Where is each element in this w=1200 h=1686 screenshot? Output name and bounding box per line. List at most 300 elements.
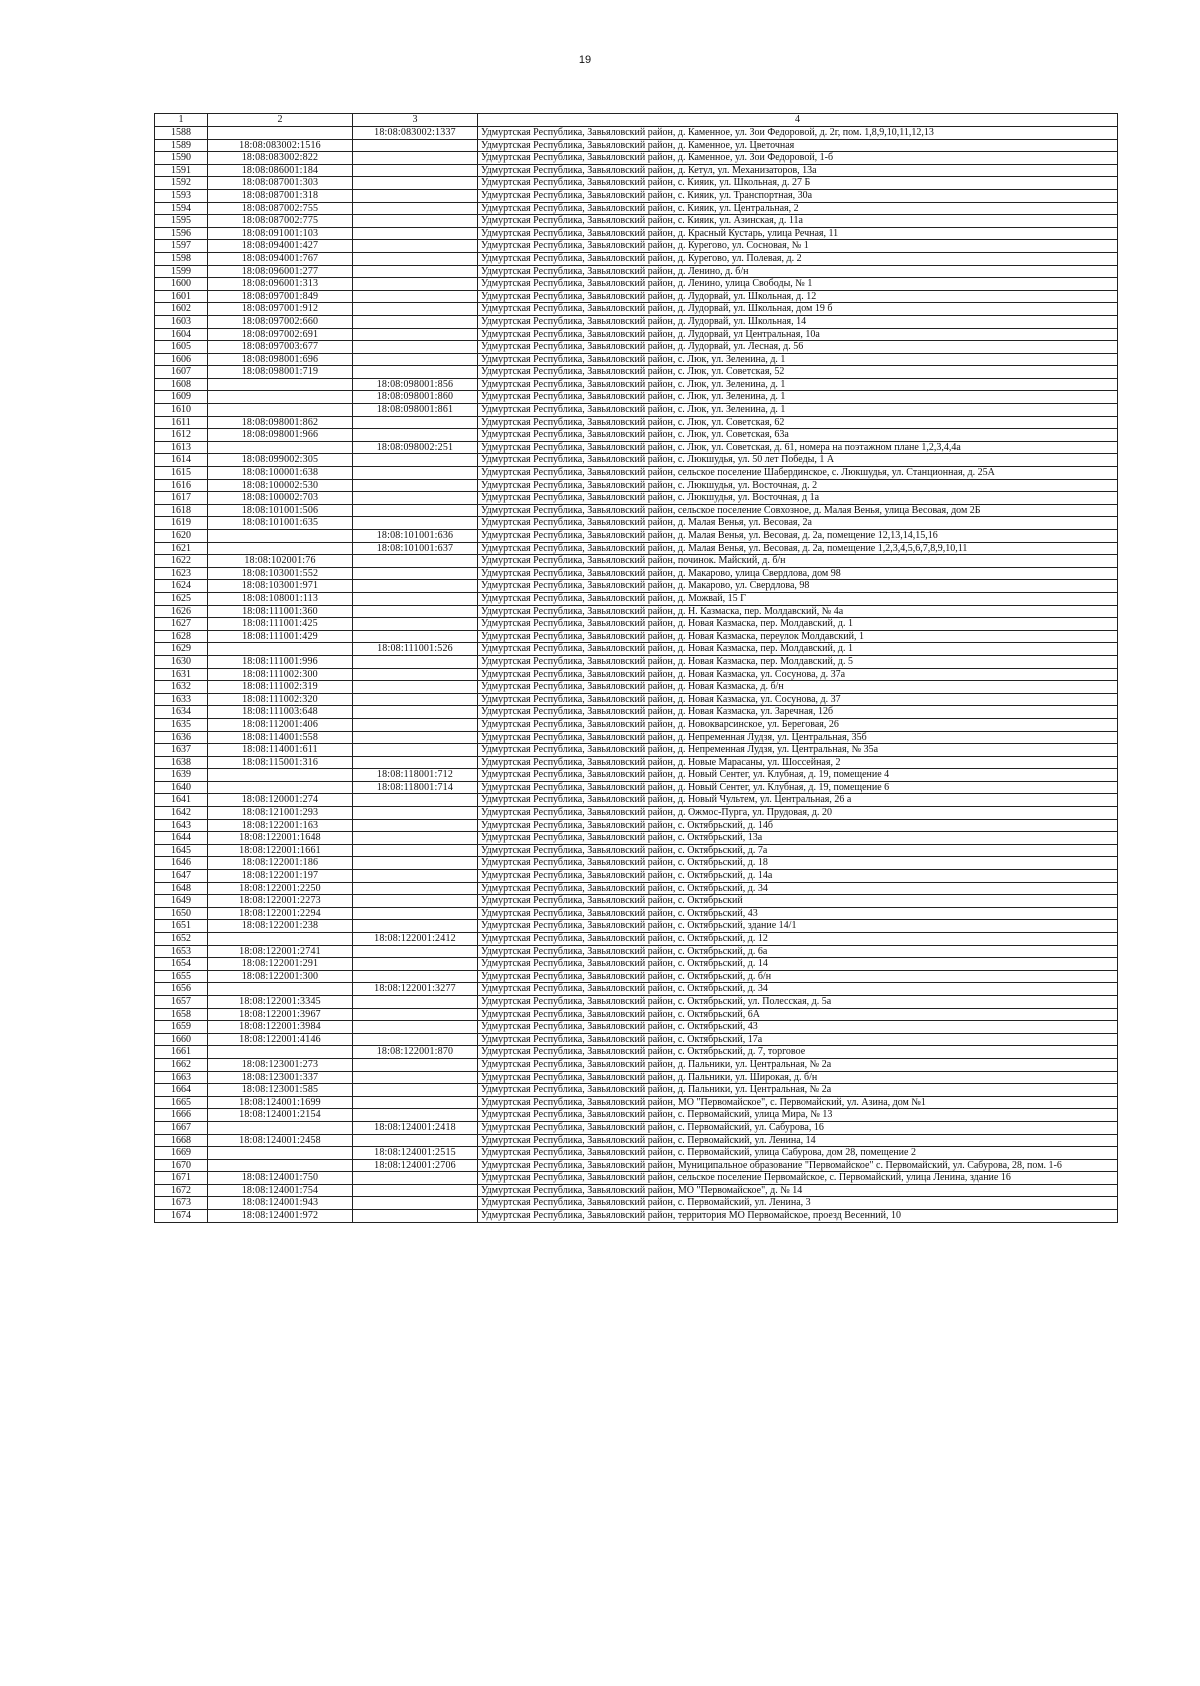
premises-number-cell: 18:08:101001:636 [353, 530, 478, 543]
table-row [155, 655, 1118, 668]
row-number-cell: 1672 [155, 1184, 208, 1197]
address-cell: Удмуртская Республика, Завьяловский район, с. Октябрьский, здание 14/1 [478, 920, 1118, 933]
header-row [155, 114, 1118, 127]
registry-body [155, 127, 1118, 1223]
address-cell: Удмуртская Республика, Завьяловский район, д. Новая Казмаска, пер. Молдавский, д. 5 [478, 655, 1118, 668]
cadastral-number-cell: 18:08:083002:1516 [208, 139, 353, 152]
cadastral-number-cell: 18:08:101001:635 [208, 517, 353, 530]
address-cell: Удмуртская Республика, Завьяловский район, д. Новый Сентег, ул. Клубная, д. 19, помещение 6 [478, 781, 1118, 794]
table-row [155, 718, 1118, 731]
address-cell: Удмуртская Республика, Завьяловский район, д. Новая Казмаска, ул. Заречная, 12б [478, 706, 1118, 719]
table-row [155, 441, 1118, 454]
cadastral-number-cell: 18:08:098001:862 [208, 416, 353, 429]
premises-number-cell [353, 1021, 478, 1034]
address-cell: Удмуртская Республика, Завьяловский район, д. Лудорвай, ул. Школьная, дом 19 б [478, 303, 1118, 316]
cadastral-number-cell [208, 1159, 353, 1172]
cadastral-number-cell: 18:08:101001:506 [208, 504, 353, 517]
table-row [155, 1197, 1118, 1210]
table-row [155, 1147, 1118, 1160]
table-row [155, 781, 1118, 794]
premises-number-cell [353, 995, 478, 1008]
cadastral-number-cell [208, 769, 353, 782]
column-header-2: 2 [208, 114, 353, 127]
cadastral-number-cell: 18:08:124001:2458 [208, 1134, 353, 1147]
premises-number-cell [353, 945, 478, 958]
cadastral-number-cell: 18:08:087002:775 [208, 215, 353, 228]
address-cell: Удмуртская Республика, Завьяловский район, д. Пальники, ул. Широкая, д. б/н [478, 1071, 1118, 1084]
cadastral-number-cell: 18:08:111001:996 [208, 655, 353, 668]
address-cell: Удмуртская Республика, Завьяловский район, с. Первомайский, улица Мира, № 13 [478, 1109, 1118, 1122]
address-cell: Удмуртская Республика, Завьяловский район, д. Каменное, ул. Зои Федоровой, 1-б [478, 152, 1118, 165]
premises-number-cell [353, 1210, 478, 1223]
premises-number-cell [353, 580, 478, 593]
cadastral-number-cell: 18:08:124001:750 [208, 1172, 353, 1185]
address-cell: Удмуртская Республика, Завьяловский район, территория МО Первомайское, проезд Весенний, 10 [478, 1210, 1118, 1223]
address-cell: Удмуртская Республика, Завьяловский район, с. Октябрьский, д. 34 [478, 882, 1118, 895]
address-cell: Удмуртская Республика, Завьяловский район, д. Кетул, ул. Механизаторов, 13а [478, 164, 1118, 177]
address-cell: Удмуртская Республика, Завьяловский район, с. Октябрьский, д. 14б [478, 819, 1118, 832]
cadastral-number-cell [208, 1147, 353, 1160]
table-row [155, 580, 1118, 593]
cadastral-number-cell [208, 933, 353, 946]
premises-number-cell [353, 252, 478, 265]
premises-number-cell: 18:08:122001:2412 [353, 933, 478, 946]
premises-number-cell [353, 756, 478, 769]
table-row [155, 1184, 1118, 1197]
premises-number-cell [353, 366, 478, 379]
table-row [155, 139, 1118, 152]
row-number-cell: 1649 [155, 895, 208, 908]
cadastral-number-cell: 18:08:112001:406 [208, 718, 353, 731]
cadastral-number-cell [208, 1121, 353, 1134]
address-cell: Удмуртская Республика, Завьяловский район, с. Первомайский, улица Сабурова, дом 28, помещение 2 [478, 1147, 1118, 1160]
premises-number-cell [353, 416, 478, 429]
address-cell: Удмуртская Республика, Завьяловский район, с. Люк, ул. Зеленина, д. 1 [478, 353, 1118, 366]
row-number-cell: 1597 [155, 240, 208, 253]
row-number-cell: 1673 [155, 1197, 208, 1210]
premises-number-cell [353, 718, 478, 731]
premises-number-cell [353, 467, 478, 480]
column-header-4: 4 [478, 114, 1118, 127]
table-row [155, 983, 1118, 996]
premises-number-cell: 18:08:083002:1337 [353, 127, 478, 140]
premises-number-cell [353, 278, 478, 291]
row-number-cell: 1621 [155, 542, 208, 555]
cadastral-number-cell: 18:08:097002:660 [208, 315, 353, 328]
table-row [155, 127, 1118, 140]
cadastral-number-cell [208, 404, 353, 417]
premises-number-cell [353, 1084, 478, 1097]
table-row [155, 467, 1118, 480]
row-number-cell: 1658 [155, 1008, 208, 1021]
table-row [155, 152, 1118, 165]
row-number-cell: 1617 [155, 492, 208, 505]
row-number-cell: 1651 [155, 920, 208, 933]
premises-number-cell: 18:08:122001:3277 [353, 983, 478, 996]
table-row [155, 744, 1118, 757]
table-row [155, 1071, 1118, 1084]
table-row [155, 920, 1118, 933]
row-number-cell: 1642 [155, 807, 208, 820]
table-row [155, 769, 1118, 782]
cadastral-number-cell: 18:08:122001:1648 [208, 832, 353, 845]
cadastral-number-cell: 18:08:124001:1699 [208, 1096, 353, 1109]
premises-number-cell [353, 454, 478, 467]
row-number-cell: 1665 [155, 1096, 208, 1109]
table-row [155, 215, 1118, 228]
cadastral-number-cell: 18:08:111001:425 [208, 618, 353, 631]
premises-number-cell: 18:08:101001:637 [353, 542, 478, 555]
address-cell: Удмуртская Республика, Завьяловский район, д. Малая Венья, ул. Весовая, д. 2а, помещение 12,13,14,15,16 [478, 530, 1118, 543]
premises-number-cell [353, 693, 478, 706]
cadastral-number-cell: 18:08:114001:611 [208, 744, 353, 757]
address-cell: Удмуртская Республика, Завьяловский район, сельское поселение Совхозное, д. Малая Венья, улица Весовая, дом 2Б [478, 504, 1118, 517]
table-row [155, 1084, 1118, 1097]
address-cell: Удмуртская Республика, Завьяловский район, с. Октябрьский, 6А [478, 1008, 1118, 1021]
address-cell: Удмуртская Республика, Завьяловский район, д. Пальники, ул. Центральная, № 2а [478, 1058, 1118, 1071]
address-cell: Удмуртская Республика, Завьяловский район, д. Новая Казмаска, ул. Сосунова, д. 37а [478, 668, 1118, 681]
table-row [155, 857, 1118, 870]
table-row [155, 517, 1118, 530]
cadastral-number-cell: 18:08:097003:677 [208, 341, 353, 354]
cadastral-number-cell: 18:08:122001:2741 [208, 945, 353, 958]
premises-number-cell [353, 895, 478, 908]
row-number-cell: 1634 [155, 706, 208, 719]
table-row [155, 605, 1118, 618]
address-cell: Удмуртская Республика, Завьяловский район, с. Люк, ул. Советская, 52 [478, 366, 1118, 379]
table-row [155, 378, 1118, 391]
address-cell: Удмуртская Республика, Завьяловский район, с. Люк, ул. Советская, д. 61, номера на поэтажном плане 1,2,3,4,4а [478, 441, 1118, 454]
premises-number-cell [353, 517, 478, 530]
table-row [155, 429, 1118, 442]
row-number-cell: 1626 [155, 605, 208, 618]
row-number-cell: 1588 [155, 127, 208, 140]
row-number-cell: 1614 [155, 454, 208, 467]
row-number-cell: 1598 [155, 252, 208, 265]
premises-number-cell: 18:08:118001:714 [353, 781, 478, 794]
row-number-cell: 1592 [155, 177, 208, 190]
cadastral-number-cell: 18:08:111002:320 [208, 693, 353, 706]
premises-number-cell: 18:08:118001:712 [353, 769, 478, 782]
row-number-cell: 1662 [155, 1058, 208, 1071]
address-cell: Удмуртская Республика, Завьяловский район, с. Октябрьский, 17а [478, 1033, 1118, 1046]
cadastral-number-cell: 18:08:123001:273 [208, 1058, 353, 1071]
premises-number-cell [353, 655, 478, 668]
table-row [155, 202, 1118, 215]
table-row [155, 177, 1118, 190]
premises-number-cell [353, 152, 478, 165]
premises-number-cell [353, 504, 478, 517]
row-number-cell: 1674 [155, 1210, 208, 1223]
address-cell: Удмуртская Республика, Завьяловский район, д. Новые Марасаны, ул. Шоссейная, 2 [478, 756, 1118, 769]
cadastral-number-cell [208, 542, 353, 555]
cadastral-number-cell: 18:08:122001:3984 [208, 1021, 353, 1034]
row-number-cell: 1601 [155, 290, 208, 303]
cadastral-number-cell [208, 127, 353, 140]
address-cell: Удмуртская Республика, Завьяловский район, д. Новая Казмаска, д. б/н [478, 681, 1118, 694]
cadastral-number-cell: 18:08:111001:360 [208, 605, 353, 618]
address-cell: Удмуртская Республика, Завьяловский район, д. Новая Казмаска, переулок Молдавский, 1 [478, 630, 1118, 643]
row-number-cell: 1602 [155, 303, 208, 316]
address-cell: Удмуртская Республика, Завьяловский район, д. Лудорвай, ул Центральная, 10а [478, 328, 1118, 341]
address-cell: Удмуртская Республика, Завьяловский район, д. Пальники, ул. Центральная, № 2а [478, 1084, 1118, 1097]
table-row [155, 807, 1118, 820]
cadastral-number-cell: 18:08:122001:291 [208, 958, 353, 971]
cadastral-number-cell [208, 781, 353, 794]
premises-number-cell: 18:08:122001:870 [353, 1046, 478, 1059]
premises-number-cell: 18:08:124001:2418 [353, 1121, 478, 1134]
address-cell: Удмуртская Республика, Завьяловский район, д. Новая Казмаска, пер. Молдавский, д. 1 [478, 618, 1118, 631]
cadastral-number-cell: 18:08:122001:2294 [208, 907, 353, 920]
cadastral-number-cell [208, 378, 353, 391]
premises-number-cell: 18:08:098001:860 [353, 391, 478, 404]
table-row [155, 555, 1118, 568]
row-number-cell: 1656 [155, 983, 208, 996]
cadastral-number-cell: 18:08:120001:274 [208, 794, 353, 807]
row-number-cell: 1611 [155, 416, 208, 429]
premises-number-cell [353, 832, 478, 845]
premises-number-cell [353, 1096, 478, 1109]
row-number-cell: 1643 [155, 819, 208, 832]
row-number-cell: 1637 [155, 744, 208, 757]
premises-number-cell [353, 794, 478, 807]
table-row [155, 681, 1118, 694]
address-cell: Удмуртская Республика, Завьяловский район, Муниципальное образование "Первомайское" с. Первомайский, ул. Сабурова, 28, пом. 1-6 [478, 1159, 1118, 1172]
table-row [155, 1058, 1118, 1071]
premises-number-cell [353, 920, 478, 933]
premises-number-cell [353, 555, 478, 568]
premises-number-cell [353, 870, 478, 883]
row-number-cell: 1605 [155, 341, 208, 354]
cadastral-number-cell: 18:08:103001:971 [208, 580, 353, 593]
page-number: 19 [578, 54, 592, 66]
premises-number-cell [353, 315, 478, 328]
row-number-cell: 1600 [155, 278, 208, 291]
table-row [155, 404, 1118, 417]
row-number-cell: 1639 [155, 769, 208, 782]
address-cell: Удмуртская Республика, Завьяловский район, с. Октябрьский, 43 [478, 907, 1118, 920]
premises-number-cell: 18:08:098001:861 [353, 404, 478, 417]
row-number-cell: 1606 [155, 353, 208, 366]
address-cell: Удмуртская Республика, Завьяловский район, починок. Майский, д. б/н [478, 555, 1118, 568]
address-cell: Удмуртская Республика, Завьяловский район, с. Октябрьский, 13а [478, 832, 1118, 845]
cadastral-number-cell: 18:08:122001:197 [208, 870, 353, 883]
cadastral-number-cell: 18:08:122001:300 [208, 970, 353, 983]
row-number-cell: 1594 [155, 202, 208, 215]
address-cell: Удмуртская Республика, Завьяловский район, д. Красный Кустарь, улица Речная, 11 [478, 227, 1118, 240]
address-cell: Удмуртская Республика, Завьяловский район, с. Люк, ул. Советская, 63а [478, 429, 1118, 442]
address-cell: Удмуртская Республика, Завьяловский район, с. Октябрьский, д. 7, торговое [478, 1046, 1118, 1059]
address-cell: Удмуртская Республика, Завьяловский район, с. Октябрьский, д. 18 [478, 857, 1118, 870]
premises-number-cell [353, 605, 478, 618]
table-row [155, 933, 1118, 946]
premises-number-cell [353, 1197, 478, 1210]
premises-number-cell [353, 215, 478, 228]
cadastral-number-cell: 18:08:115001:316 [208, 756, 353, 769]
premises-number-cell: 18:08:111001:526 [353, 643, 478, 656]
row-number-cell: 1668 [155, 1134, 208, 1147]
address-cell: Удмуртская Республика, Завьяловский район, д. Н. Казмаска, пер. Молдавский, № 4а [478, 605, 1118, 618]
address-cell: Удмуртская Республика, Завьяловский район, д. Ожмос-Пурга, ул. Прудовая, д. 20 [478, 807, 1118, 820]
premises-number-cell [353, 341, 478, 354]
cadastral-number-cell: 18:08:083002:822 [208, 152, 353, 165]
premises-number-cell [353, 164, 478, 177]
cadastral-number-cell: 18:08:096001:277 [208, 265, 353, 278]
premises-number-cell [353, 706, 478, 719]
row-number-cell: 1664 [155, 1084, 208, 1097]
table-row [155, 668, 1118, 681]
premises-number-cell [353, 429, 478, 442]
premises-number-cell [353, 1172, 478, 1185]
address-cell: Удмуртская Республика, Завьяловский район, д. Новый Сентег, ул. Клубная, д. 19, помещение 4 [478, 769, 1118, 782]
cadastral-number-cell: 18:08:087001:303 [208, 177, 353, 190]
table-row [155, 366, 1118, 379]
cadastral-number-cell [208, 530, 353, 543]
address-cell: Удмуртская Республика, Завьяловский район, с. Люкшудья, ул. 50 лет Победы, 1 А [478, 454, 1118, 467]
address-cell: Удмуртская Республика, Завьяловский район, д. Макарово, ул. Свердлова, 98 [478, 580, 1118, 593]
cadastral-number-cell: 18:08:123001:585 [208, 1084, 353, 1097]
table-row [155, 592, 1118, 605]
premises-number-cell [353, 1071, 478, 1084]
address-cell: Удмуртская Республика, Завьяловский район, д. Новая Казмаска, ул. Сосунова, д. 37 [478, 693, 1118, 706]
row-number-cell: 1653 [155, 945, 208, 958]
cadastral-number-cell: 18:08:122001:2273 [208, 895, 353, 908]
premises-number-cell [353, 1134, 478, 1147]
premises-number-cell [353, 1109, 478, 1122]
row-number-cell: 1652 [155, 933, 208, 946]
address-cell: Удмуртская Республика, Завьяловский район, д. Непременная Лудзя, ул. Центральная, 35б [478, 731, 1118, 744]
premises-number-cell [353, 227, 478, 240]
row-number-cell: 1648 [155, 882, 208, 895]
table-row [155, 353, 1118, 366]
premises-number-cell: 18:08:098002:251 [353, 441, 478, 454]
address-cell: Удмуртская Республика, Завьяловский район, с. Кияик, ул. Школьная, д. 27 Б [478, 177, 1118, 190]
table-row [155, 315, 1118, 328]
cadastral-number-cell: 18:08:111001:429 [208, 630, 353, 643]
table-row [155, 643, 1118, 656]
row-number-cell: 1591 [155, 164, 208, 177]
address-cell: Удмуртская Республика, Завьяловский район, с. Кияик, ул. Транспортная, 30а [478, 189, 1118, 202]
address-cell: Удмуртская Республика, Завьяловский район, сельское поселение Шабердинское, с. Люкшудья, ул. Станционная, д. 25А [478, 467, 1118, 480]
table-row [155, 844, 1118, 857]
cadastral-number-cell: 18:08:108001:113 [208, 592, 353, 605]
cadastral-number-cell: 18:08:097001:912 [208, 303, 353, 316]
cadastral-number-cell: 18:08:094001:767 [208, 252, 353, 265]
table-row [155, 303, 1118, 316]
address-cell: Удмуртская Республика, Завьяловский район, с. Октябрьский, д. 14 [478, 958, 1118, 971]
row-number-cell: 1631 [155, 668, 208, 681]
premises-number-cell [353, 819, 478, 832]
table-row [155, 1210, 1118, 1223]
table-row [155, 832, 1118, 845]
address-cell: Удмуртская Республика, Завьяловский район, с. Первомайский, ул. Ленина, 3 [478, 1197, 1118, 1210]
table-row [155, 1096, 1118, 1109]
cadastral-number-cell: 18:08:122001:2250 [208, 882, 353, 895]
cadastral-number-cell: 18:08:102001:76 [208, 555, 353, 568]
premises-number-cell [353, 290, 478, 303]
cadastral-number-cell: 18:08:096001:313 [208, 278, 353, 291]
address-cell: Удмуртская Республика, Завьяловский район, д. Непременная Лудзя, ул. Центральная, № 35а [478, 744, 1118, 757]
table-row [155, 630, 1118, 643]
cadastral-number-cell: 18:08:098001:719 [208, 366, 353, 379]
table-row [155, 882, 1118, 895]
address-cell: Удмуртская Республика, Завьяловский район, с. Люкшудья, ул. Восточная, д. 2 [478, 479, 1118, 492]
premises-number-cell: 18:08:124001:2515 [353, 1147, 478, 1160]
table-row [155, 1033, 1118, 1046]
address-cell: Удмуртская Республика, Завьяловский район, с. Кияик, ул. Азинская, д. 11а [478, 215, 1118, 228]
row-number-cell: 1603 [155, 315, 208, 328]
cadastral-number-cell: 18:08:122001:238 [208, 920, 353, 933]
premises-number-cell [353, 567, 478, 580]
cadastral-number-cell [208, 1046, 353, 1059]
row-number-cell: 1633 [155, 693, 208, 706]
premises-number-cell [353, 328, 478, 341]
table-row [155, 1172, 1118, 1185]
row-number-cell: 1647 [155, 870, 208, 883]
address-cell: Удмуртская Республика, Завьяловский район, с. Октябрьский, ул. Полесская, д. 5а [478, 995, 1118, 1008]
address-cell: Удмуртская Республика, Завьяловский район, МО "Первомайское", с. Первомайский, ул. Азина, дом №1 [478, 1096, 1118, 1109]
premises-number-cell [353, 958, 478, 971]
row-number-cell: 1640 [155, 781, 208, 794]
premises-number-cell [353, 907, 478, 920]
row-number-cell: 1616 [155, 479, 208, 492]
table-row [155, 1121, 1118, 1134]
row-number-cell: 1655 [155, 970, 208, 983]
table-row [155, 164, 1118, 177]
address-cell: Удмуртская Республика, Завьяловский район, с. Люк, ул. Зеленина, д. 1 [478, 391, 1118, 404]
premises-number-cell [353, 970, 478, 983]
address-cell: Удмуртская Республика, Завьяловский район, с. Люк, ул. Зеленина, д. 1 [478, 378, 1118, 391]
cadastral-number-cell: 18:08:098001:696 [208, 353, 353, 366]
premises-number-cell [353, 681, 478, 694]
address-cell: Удмуртская Республика, Завьяловский район, с. Люк, ул. Зеленина, д. 1 [478, 404, 1118, 417]
table-row [155, 1046, 1118, 1059]
table-row [155, 819, 1118, 832]
table-row [155, 252, 1118, 265]
row-number-cell: 1644 [155, 832, 208, 845]
row-number-cell: 1618 [155, 504, 208, 517]
table-row [155, 416, 1118, 429]
address-cell: Удмуртская Республика, Завьяловский район, д. Каменное, ул. Зои Федоровой, д. 2г, пом. 1,8,9,10,11,12,13 [478, 127, 1118, 140]
table-row [155, 504, 1118, 517]
row-number-cell: 1624 [155, 580, 208, 593]
table-row [155, 189, 1118, 202]
row-number-cell: 1627 [155, 618, 208, 631]
premises-number-cell [353, 731, 478, 744]
premises-number-cell [353, 177, 478, 190]
address-cell: Удмуртская Республика, Завьяловский район, с. Кияик, ул. Центральная, 2 [478, 202, 1118, 215]
cadastral-number-cell: 18:08:124001:972 [208, 1210, 353, 1223]
address-cell: Удмуртская Республика, Завьяловский район, с. Октябрьский [478, 895, 1118, 908]
cadastral-number-cell: 18:08:122001:4146 [208, 1033, 353, 1046]
cadastral-number-cell: 18:08:100002:530 [208, 479, 353, 492]
premises-number-cell [353, 189, 478, 202]
premises-number-cell [353, 668, 478, 681]
table-row [155, 958, 1118, 971]
premises-number-cell [353, 353, 478, 366]
table-row [155, 706, 1118, 719]
row-number-cell: 1607 [155, 366, 208, 379]
row-number-cell: 1612 [155, 429, 208, 442]
premises-number-cell [353, 618, 478, 631]
registry-table [154, 113, 1118, 1223]
address-cell: Удмуртская Республика, Завьяловский район, д. Малая Венья, ул. Весовая, 2а [478, 517, 1118, 530]
table-row [155, 970, 1118, 983]
address-cell: Удмуртская Республика, Завьяловский район, д. Можвай, 15 Г [478, 592, 1118, 605]
address-cell: Удмуртская Республика, Завьяловский район, д. Курегово, ул. Сосновая, № 1 [478, 240, 1118, 253]
table-row [155, 1134, 1118, 1147]
row-number-cell: 1619 [155, 517, 208, 530]
